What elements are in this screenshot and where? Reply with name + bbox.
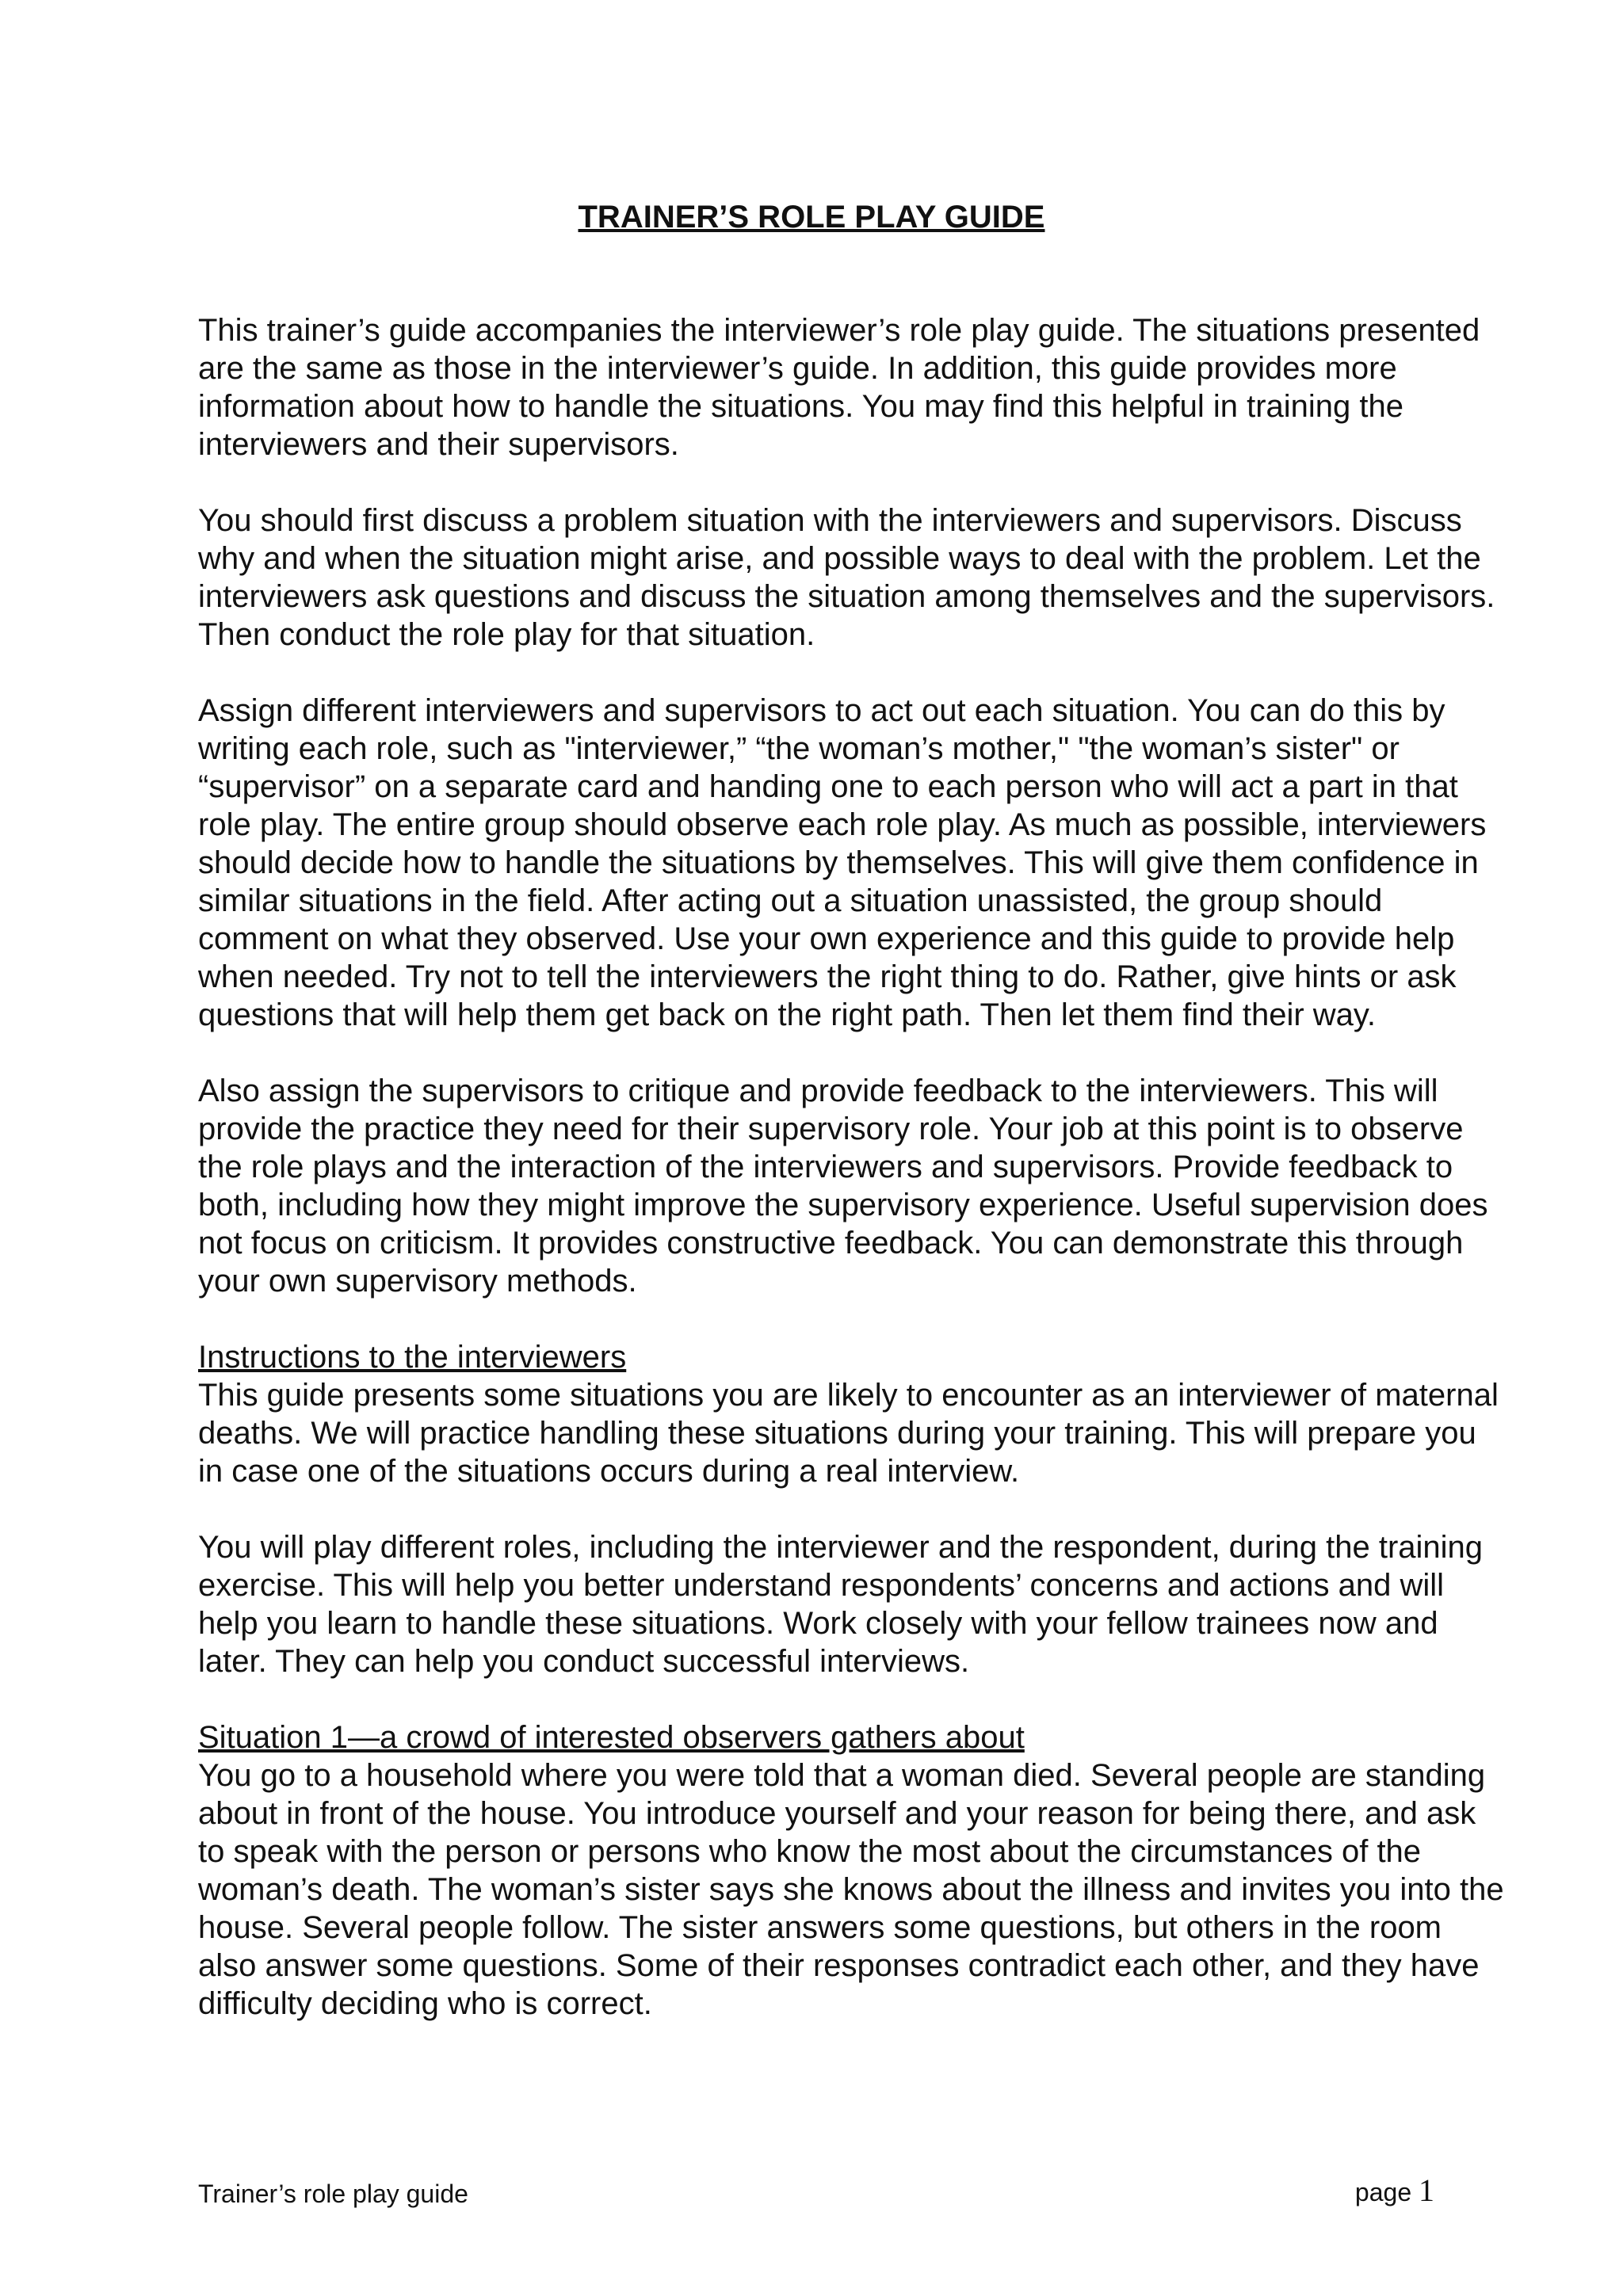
document-body [198, 311, 1506, 2023]
supervisor-paragraph: Also assign the supervisors to critique and provide feedback to the interviewers. This will provide the practice they need for their supervisory role. Your job at this point is to observe the role plays and the interaction of the interviewers and supervisors. Provide feedback to both, including how they might improve the supervisory experience. Useful supervision does not focus on criticism. It provides constructive feedback. You can demonstrate this through your own supervisory methods. [198, 1074, 1488, 1299]
instructions-paragraph-2: You will play different roles, including the interviewer and the respondent, during the training exercise. This will help you better understand respondents’ concerns and actions and will help you learn to handle these situations. Work closely with your fellow trainees now and later. They can help you conduct successful interviews. [198, 1530, 1484, 1679]
instructions-heading: Instructions to the interviewers [198, 1340, 627, 1375]
footer-document-name: Trainer’s role play guide [198, 2180, 468, 2208]
discussion-paragraph: You should first discuss a problem situation with the interviewers and supervisors. Discuss why and when the situation might arise, and possible ways to deal with the problem. Let the interviewers ask questions and discuss the situation among themselves and the supervisors. Then conduct the role play for that situation. [198, 503, 1495, 652]
instructions-section [198, 1338, 1506, 1490]
footer-page-indicator [1354, 2172, 1434, 2208]
page-title: TRAINER’S ROLE PLAY GUIDE [578, 200, 1045, 235]
situation-1-heading: Situation 1—a crowd of interested observers gathers about [198, 1720, 1025, 1755]
footer-page-label: page [1354, 2178, 1412, 2206]
assignment-paragraph: Assign different interviewers and supervisors to act out each situation. You can do this by writing each role, such as "interviewer,” “the woman’s mother," "the woman’s sister" or “supervisor” on a separate card and handing one to each person who will act a part in that role play. The entire group should observe each role play. As much as possible, interviewers should decide how to handle the situations by themselves. This will give them confidence in similar situations in the field. After acting out a situation unassisted, the group should comment on what they observed. Use your own experience and this guide to provide help when needed. Try not to tell the interviewers the right thing to do. Rather, give hints or ask questions that will help them get back on the right path. Then let them find their way. [198, 693, 1487, 1032]
instructions-paragraph-1: This guide presents some situations you are likely to encounter as an interviewer of maternal deaths. We will practice handling these situations during your training. This will prepare you in case one of the situations occurs during a real interview. [198, 1378, 1499, 1489]
situation-1-section [198, 1718, 1506, 2023]
situation-1-text: You go to a household where you were told that a woman died. Several people are standing about in front of the house. You introduce yourself and your reason for being there, and ask to speak with the person or persons who know the most about the circumstances of the woman’s death. The woman’s sister says she knows about the illness and invites you into the house. Several people follow. The sister answers some questions, but others in the room also answer some questions. Some of their responses contradict each other, and they have difficulty deciding who is correct. [198, 1758, 1504, 2021]
intro-paragraph: This trainer’s guide accompanies the interviewer’s role play guide. The situations presented are the same as those in the interviewer’s guide. In addition, this guide provides more information about how to handle the situations. You may find this helpful in training the interviewers and their supervisors. [198, 313, 1480, 462]
footer-page-number: 1 [1419, 2172, 1434, 2208]
